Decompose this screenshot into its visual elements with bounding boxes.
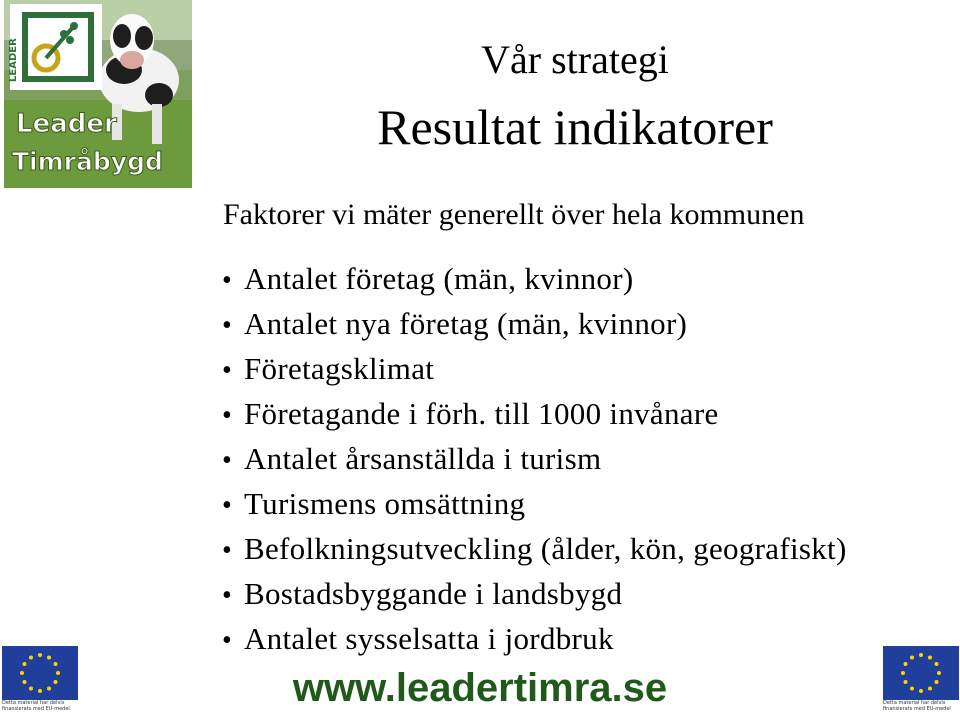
list-item: • Antalet företag (män, kvinnor) xyxy=(222,256,847,301)
list-item: • Antalet årsanställda i turism xyxy=(222,436,847,481)
leader-timrabygd-logo xyxy=(4,0,192,188)
bullet-icon: • xyxy=(222,400,233,431)
slide-title: Vår strategi xyxy=(481,37,669,82)
logo-text-timrabygd: Timråbygd xyxy=(12,147,163,176)
website-url: www.leadertimra.se xyxy=(292,666,668,710)
eu-caption: Detta material har delvis finansierats med EU-medel xyxy=(2,700,70,712)
logo-image xyxy=(4,0,192,188)
logo-text-leader: Leader xyxy=(16,109,117,139)
list-item: • Antalet nya företag (män, kvinnor) xyxy=(222,301,847,346)
slide-subtitle: Faktorer vi mäter generellt över hela kommunen xyxy=(223,198,805,231)
bullet-icon: • xyxy=(222,355,233,386)
bullet-icon: • xyxy=(222,490,233,521)
bullet-icon: • xyxy=(222,535,233,566)
list-item: • Antalet sysselsatta i jordbruk xyxy=(222,616,847,661)
bullet-icon: • xyxy=(222,445,233,476)
indicator-list xyxy=(222,256,847,661)
bullet-icon: • xyxy=(222,580,233,611)
bullet-icon: • xyxy=(222,265,233,296)
list-item: • Befolkningsutveckling (ålder, kön, geografiskt) xyxy=(222,526,847,571)
list-item: • Företagsklimat xyxy=(222,346,847,391)
list-item: • Företagande i förh. till 1000 invånare xyxy=(222,391,847,436)
eu-caption: Detta material har delvis finansierats med EU-medel xyxy=(883,700,951,712)
logo-vertical-text: LEADER xyxy=(8,38,19,82)
bullet-icon: • xyxy=(222,310,233,341)
list-item: • Bostadsbyggande i landsbygd xyxy=(222,571,847,616)
slide-heading: Resultat indikatorer xyxy=(377,99,773,155)
list-item: • Turismens omsättning xyxy=(222,481,847,526)
bullet-icon: • xyxy=(222,625,233,656)
